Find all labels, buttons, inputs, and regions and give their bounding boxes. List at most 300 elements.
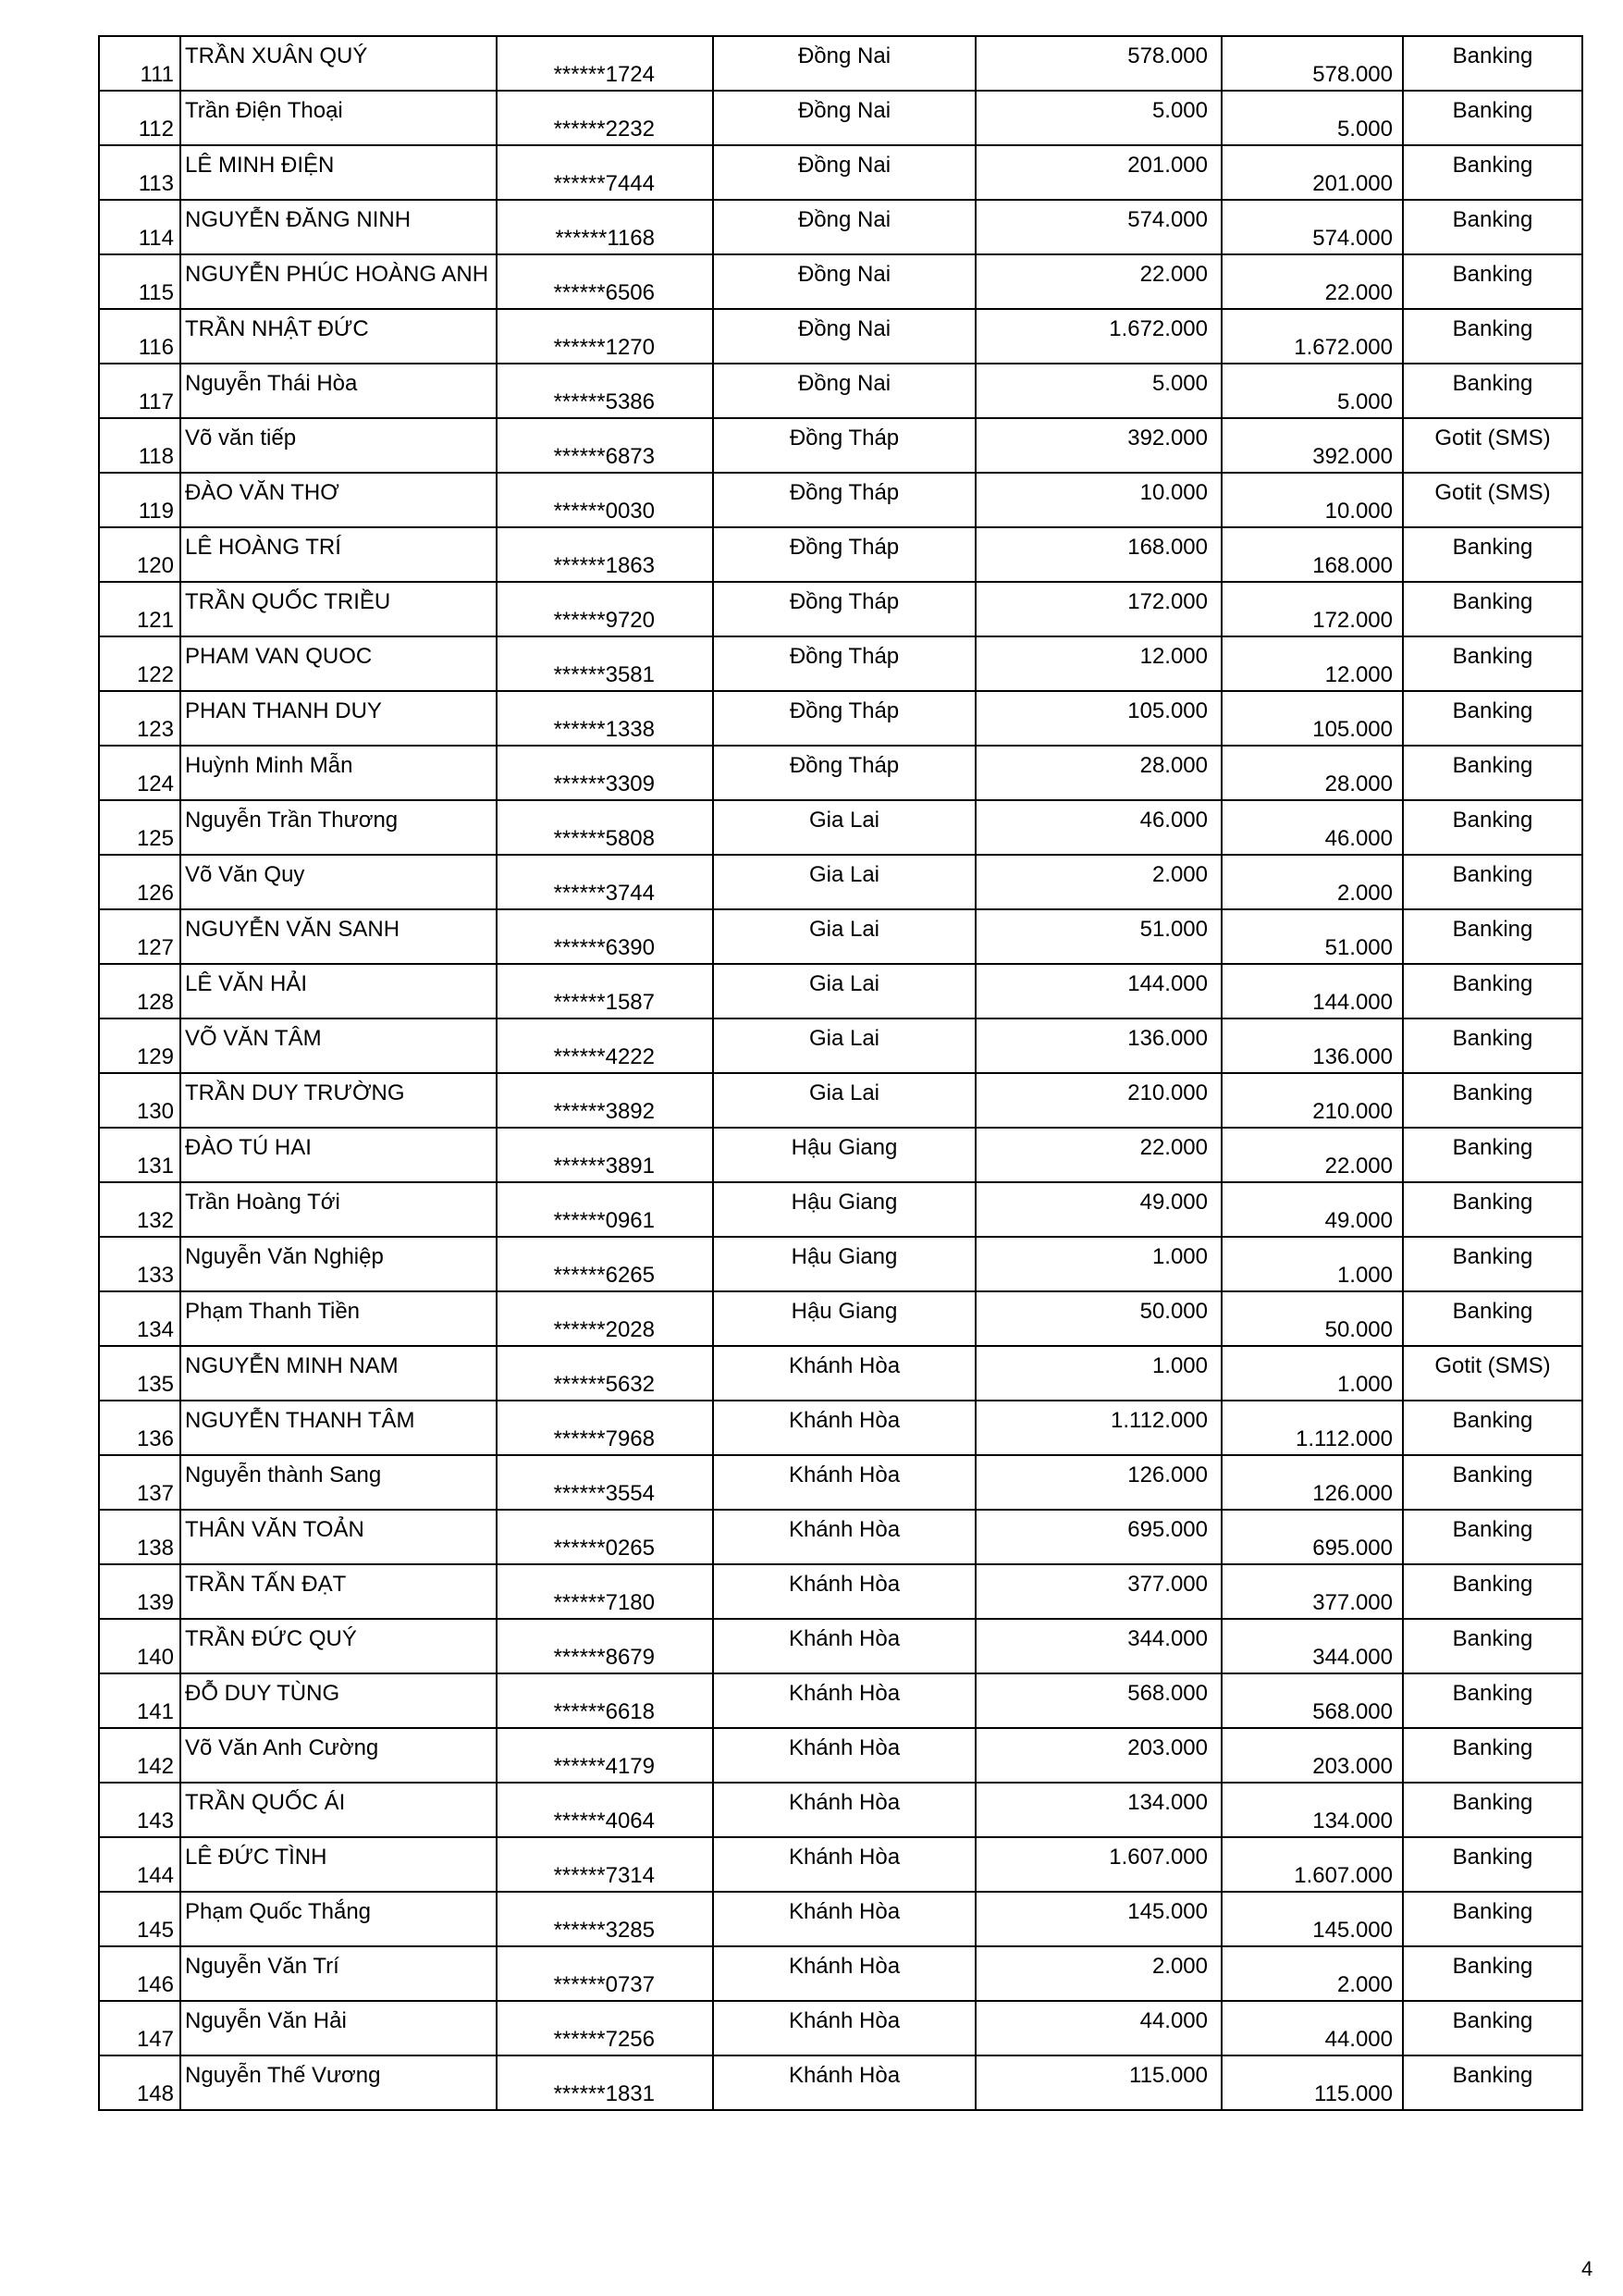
amount: 1.000 [1151,1353,1208,1378]
name-cell [180,800,497,855]
table-row [99,309,1582,364]
masked-phone: ******0030 [553,499,655,524]
row-index: 113 [138,171,174,196]
customer-name: Nguyễn Văn Trí [185,1954,339,1979]
name-cell [180,1018,497,1073]
paid-amount-cell [1222,909,1403,964]
paid-amount-cell [1222,1182,1403,1237]
table-row [99,2001,1582,2055]
province-cell [713,1455,976,1510]
province: Đồng Tháp [789,644,900,669]
name-cell [180,364,497,418]
amount-cell [976,1564,1222,1619]
paid-amount-cell [1222,1018,1403,1073]
row-index: 120 [136,553,174,578]
masked-phone: ******2232 [553,117,655,142]
name-cell [180,1619,497,1673]
paid-amount-cell [1222,1783,1403,1837]
amount-cell [976,1619,1222,1673]
amount-cell [976,909,1222,964]
row-index-cell [99,1346,180,1401]
table-row [99,254,1582,309]
masked-phone: ******4179 [553,1754,655,1779]
amount-cell [976,964,1222,1018]
payment-method: Banking [1452,589,1533,614]
row-index-cell [99,200,180,254]
row-index-cell [99,36,180,91]
name-cell [180,1837,497,1892]
name-cell [180,1455,497,1510]
name-cell [180,1564,497,1619]
phone-cell [497,909,713,964]
name-cell [180,746,497,800]
payment-method-cell [1403,1401,1582,1455]
phone-cell [497,254,713,309]
row-index: 134 [136,1317,174,1342]
payment-method-cell [1403,691,1582,746]
amount: 1.672.000 [1109,316,1208,341]
province: Đồng Tháp [789,589,900,614]
row-index: 148 [136,2081,174,2106]
province-cell [713,1073,976,1128]
province-cell [713,1401,976,1455]
customer-name: LÊ HOÀNG TRÍ [185,535,341,560]
table-row [99,36,1582,91]
amount-cell [976,1946,1222,2001]
province-cell [713,1783,976,1837]
name-cell [180,527,497,582]
amount-cell [976,364,1222,418]
province-cell [713,473,976,527]
table-row [99,1182,1582,1237]
payment-method-cell [1403,800,1582,855]
paid-amount-cell [1222,1892,1403,1946]
table-row [99,145,1582,200]
paid-amount-cell [1222,1346,1403,1401]
paid-amount: 126.000 [1312,1481,1393,1506]
paid-amount-cell [1222,364,1403,418]
customer-name: Nguyễn Thế Vương [185,2063,381,2088]
paid-amount-cell [1222,691,1403,746]
paid-amount: 344.000 [1312,1645,1393,1670]
payment-method: Banking [1452,98,1533,123]
payment-method-cell [1403,1892,1582,1946]
payment-method-cell [1403,200,1582,254]
payment-method: Banking [1452,1572,1533,1597]
paid-amount: 203.000 [1312,1754,1393,1779]
row-index: 121 [136,608,174,633]
amount-cell [976,1783,1222,1837]
phone-cell [497,145,713,200]
paid-amount-cell [1222,964,1403,1018]
province-cell [713,582,976,636]
province-cell [713,1346,976,1401]
customer-name: PHAN THANH DUY [185,698,382,723]
paid-amount-cell [1222,746,1403,800]
masked-phone: ******5386 [553,389,655,414]
phone-cell [497,746,713,800]
masked-phone: ******3554 [553,1481,655,1506]
payment-method: Banking [1452,644,1533,669]
row-index-cell [99,1892,180,1946]
payment-method: Banking [1452,1735,1533,1760]
customer-name: Nguyễn Văn Hải [185,2008,347,2033]
paid-amount: 50.000 [1324,1317,1393,1342]
customer-name: TRẦN DUY TRƯỜNG [185,1080,405,1105]
payment-method-cell [1403,1619,1582,1673]
amount-cell [976,1728,1222,1783]
table-row [99,1237,1582,1291]
province-cell [713,855,976,909]
row-index-cell [99,1619,180,1673]
province: Gia Lai [808,862,880,887]
paid-amount-cell [1222,1946,1403,2001]
province-cell [713,254,976,309]
row-index: 145 [136,1918,174,1943]
payment-method: Gotit (SMS) [1434,480,1551,505]
paid-amount-cell [1222,1673,1403,1728]
province: Gia Lai [808,1026,880,1051]
amount-cell [976,1128,1222,1182]
paid-amount-cell [1222,1128,1403,1182]
amount: 46.000 [1139,808,1208,833]
province: Khánh Hòa [788,1899,901,1924]
customer-name: Phạm Quốc Thắng [185,1899,372,1924]
paid-amount: 145.000 [1312,1918,1393,1943]
payment-method-cell [1403,1455,1582,1510]
phone-cell [497,1237,713,1291]
table-row [99,1128,1582,1182]
amount: 145.000 [1127,1899,1208,1924]
paid-amount: 49.000 [1324,1208,1393,1233]
name-cell [180,1291,497,1346]
masked-phone: ******9720 [553,608,655,633]
payment-method-cell [1403,1073,1582,1128]
amount: 10.000 [1139,480,1208,505]
customer-name: THÂN VĂN TOẢN [185,1517,364,1542]
phone-cell [497,964,713,1018]
payment-method-cell [1403,2055,1582,2110]
payment-method: Banking [1452,1080,1533,1105]
paid-amount: 1.672.000 [1294,335,1393,360]
province: Đồng Tháp [789,535,900,560]
paid-amount: 115.000 [1314,2081,1393,2106]
name-cell [180,2001,497,2055]
amount-cell [976,1510,1222,1564]
paid-amount: 210.000 [1312,1099,1393,1124]
name-cell [180,636,497,691]
province-cell [713,1837,976,1892]
customer-name: Phạm Thanh Tiền [185,1299,361,1324]
paid-amount-cell [1222,36,1403,91]
phone-cell [497,91,713,145]
province-cell [713,2055,976,2110]
row-index: 127 [136,935,174,960]
masked-phone: ******6390 [553,935,655,960]
amount: 210.000 [1127,1080,1208,1105]
amount-cell [976,1182,1222,1237]
payment-method-cell [1403,1018,1582,1073]
paid-amount-cell [1222,1728,1403,1783]
payment-method-cell [1403,145,1582,200]
payment-method: Banking [1452,262,1533,287]
paid-amount-cell [1222,145,1403,200]
paid-amount: 201.000 [1312,171,1393,196]
table-row [99,691,1582,746]
paid-amount-cell [1222,473,1403,527]
table-row [99,964,1582,1018]
phone-cell [497,855,713,909]
amount-cell [976,2001,1222,2055]
amount: 49.000 [1139,1190,1208,1215]
province-cell [713,1946,976,2001]
paid-amount-cell [1222,254,1403,309]
province: Hậu Giang [791,1299,898,1324]
row-index-cell [99,1291,180,1346]
masked-phone: ******0961 [553,1208,655,1233]
row-index: 130 [136,1099,174,1124]
amount: 22.000 [1139,1135,1208,1160]
province-cell [713,964,976,1018]
name-cell [180,1892,497,1946]
province-cell [713,1018,976,1073]
amount-cell [976,200,1222,254]
name-cell [180,91,497,145]
amount-cell [976,582,1222,636]
name-cell [180,145,497,200]
name-cell [180,1182,497,1237]
table-row [99,1783,1582,1837]
province: Khánh Hòa [788,1517,901,1542]
paid-amount: 1.000 [1336,1372,1393,1397]
winners-table [98,35,1583,2111]
masked-phone: ******1831 [553,2081,655,2106]
row-index-cell [99,636,180,691]
province-cell [713,909,976,964]
province: Đồng Tháp [789,480,900,505]
masked-phone: ******5632 [553,1372,655,1397]
table-row [99,1510,1582,1564]
payment-method: Banking [1452,2008,1533,2033]
phone-cell [497,1728,713,1783]
paid-amount-cell [1222,1619,1403,1673]
amount: 136.000 [1127,1026,1208,1051]
customer-name: VÕ VĂN TÂM [185,1026,322,1051]
row-index-cell [99,91,180,145]
row-index: 111 [140,62,174,87]
masked-phone: ******0737 [553,1972,655,1997]
table-row [99,364,1582,418]
province: Khánh Hòa [788,1790,901,1815]
masked-phone: ******3581 [553,662,655,687]
table-row [99,1946,1582,2001]
payment-method: Banking [1452,808,1533,833]
row-index-cell [99,1073,180,1128]
payment-method-cell [1403,254,1582,309]
customer-name: ĐÀO VĂN THƠ [185,480,339,505]
row-index-cell [99,1128,180,1182]
table-row [99,418,1582,473]
customer-name: Võ Văn Anh Cường [185,1735,379,1760]
paid-amount: 377.000 [1312,1590,1393,1615]
paid-amount-cell [1222,582,1403,636]
masked-phone: ******7180 [553,1590,655,1615]
paid-amount-cell [1222,2055,1403,2110]
row-index-cell [99,1783,180,1837]
payment-method: Banking [1452,698,1533,723]
masked-phone: ******7968 [553,1426,655,1451]
province-cell [713,1128,976,1182]
table-row [99,909,1582,964]
row-index: 143 [136,1808,174,1833]
paid-amount: 12.000 [1324,662,1393,687]
paid-amount: 136.000 [1312,1044,1393,1069]
province: Gia Lai [808,917,880,942]
paid-amount-cell [1222,527,1403,582]
payment-method: Banking [1452,1899,1533,1924]
payment-method-cell [1403,1783,1582,1837]
amount-cell [976,473,1222,527]
amount-cell [976,1455,1222,1510]
province-cell [713,364,976,418]
province: Đồng Nai [797,316,891,341]
payment-method: Gotit (SMS) [1434,426,1551,451]
amount: 203.000 [1127,1735,1208,1760]
province: Hậu Giang [791,1135,898,1160]
province-cell [713,691,976,746]
table-row [99,1892,1582,1946]
paid-amount: 44.000 [1324,2027,1393,2052]
payment-method: Banking [1452,1681,1533,1706]
name-cell [180,1346,497,1401]
name-cell [180,200,497,254]
row-index: 147 [136,2027,174,2052]
row-index-cell [99,418,180,473]
province: Đồng Nai [797,207,891,232]
payment-method-cell [1403,746,1582,800]
name-cell [180,1783,497,1837]
province: Khánh Hòa [788,1353,901,1378]
payment-method-cell [1403,309,1582,364]
row-index-cell [99,691,180,746]
name-cell [180,1073,497,1128]
phone-cell [497,1291,713,1346]
phone-cell [497,1946,713,2001]
phone-cell [497,1182,713,1237]
row-index-cell [99,527,180,582]
payment-method: Banking [1452,535,1533,560]
amount: 2.000 [1151,862,1208,887]
paid-amount: 144.000 [1312,990,1393,1015]
customer-name: ĐÀO TÚ HAI [185,1135,312,1160]
payment-method-cell [1403,418,1582,473]
amount: 126.000 [1127,1463,1208,1487]
payment-method-cell [1403,1237,1582,1291]
payment-method: Banking [1452,1954,1533,1979]
payment-method-cell [1403,636,1582,691]
name-cell [180,691,497,746]
row-index-cell [99,1728,180,1783]
customer-name: NGUYỄN PHÚC HOÀNG ANH [185,262,489,287]
amount-cell [976,1892,1222,1946]
paid-amount-cell [1222,1455,1403,1510]
masked-phone: ******6618 [553,1699,655,1724]
phone-cell [497,1346,713,1401]
name-cell [180,473,497,527]
phone-cell [497,1510,713,1564]
row-index-cell [99,1182,180,1237]
paid-amount: 28.000 [1324,772,1393,796]
province-cell [713,636,976,691]
payment-method-cell [1403,473,1582,527]
province-cell [713,800,976,855]
amount-cell [976,855,1222,909]
payment-method: Banking [1452,371,1533,396]
paid-amount-cell [1222,1073,1403,1128]
phone-cell [497,1673,713,1728]
payment-method-cell [1403,1346,1582,1401]
phone-cell [497,2055,713,2110]
paid-amount: 695.000 [1312,1536,1393,1561]
province: Đồng Nai [797,371,891,396]
province: Khánh Hòa [788,1463,901,1487]
payment-method: Banking [1452,1135,1533,1160]
paid-amount-cell [1222,1837,1403,1892]
row-index: 126 [136,881,174,906]
phone-cell [497,691,713,746]
row-index: 140 [136,1645,174,1670]
row-index-cell [99,1673,180,1728]
masked-phone: ******1270 [553,335,655,360]
amount: 172.000 [1127,589,1208,614]
payment-method-cell [1403,1673,1582,1728]
customer-name: Nguyễn Văn Nghiệp [185,1244,384,1269]
name-cell [180,1946,497,2001]
row-index-cell [99,1837,180,1892]
paid-amount: 2.000 [1336,1972,1393,1997]
amount: 1.000 [1151,1244,1208,1269]
masked-phone: ******6265 [553,1263,655,1288]
amount-cell [976,691,1222,746]
row-index: 122 [136,662,174,687]
payment-method: Banking [1452,971,1533,996]
amount: 377.000 [1127,1572,1208,1597]
row-index-cell [99,855,180,909]
name-cell [180,1510,497,1564]
phone-cell [497,473,713,527]
province-cell [713,1182,976,1237]
province-cell [713,1673,976,1728]
province: Khánh Hòa [788,1954,901,1979]
payment-method: Banking [1452,1408,1533,1433]
row-index-cell [99,800,180,855]
payment-method: Banking [1452,1244,1533,1269]
name-cell [180,418,497,473]
table-row [99,1073,1582,1128]
payment-method-cell [1403,1510,1582,1564]
phone-cell [497,1783,713,1837]
masked-phone: ******5808 [553,826,655,851]
customer-name: Nguyễn thành Sang [185,1463,382,1487]
row-index-cell [99,1018,180,1073]
row-index: 128 [136,990,174,1015]
masked-phone: ******3892 [553,1099,655,1124]
row-index: 117 [138,389,174,414]
province: Đồng Nai [797,262,891,287]
payment-method: Banking [1452,1026,1533,1051]
payment-method: Banking [1452,1299,1533,1324]
amount: 144.000 [1127,971,1208,996]
